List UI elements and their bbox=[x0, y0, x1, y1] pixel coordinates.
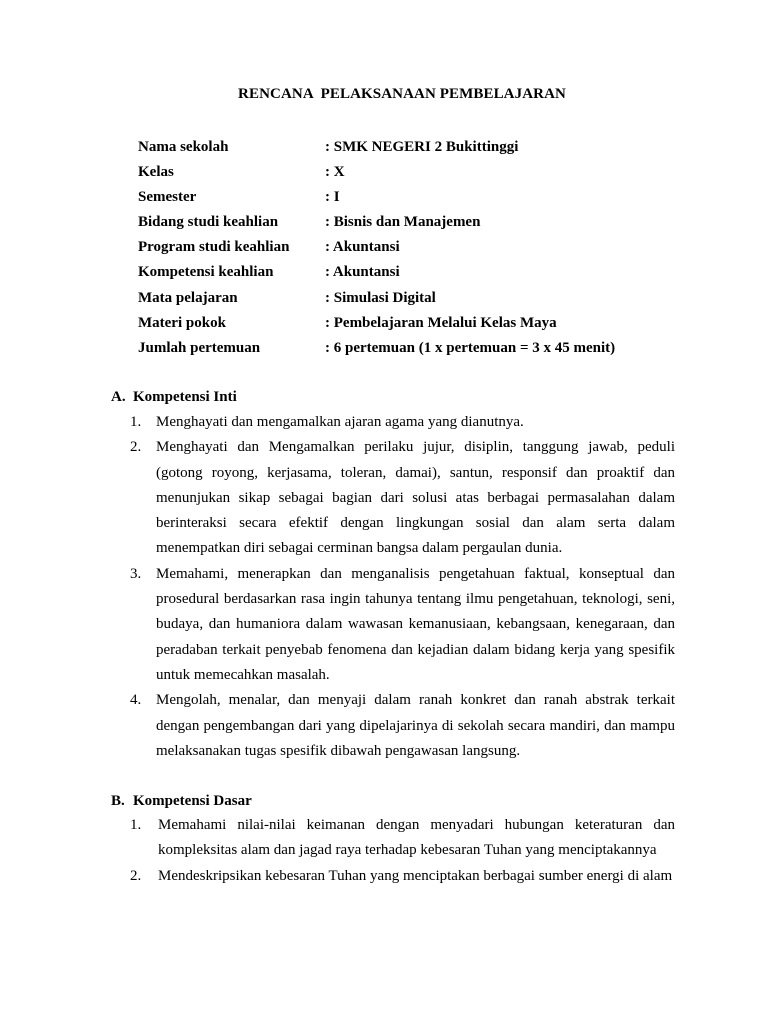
info-value: : 6 pertemuan (1 x pertemuan = 3 x 45 menit) bbox=[325, 339, 616, 356]
core-competence-list bbox=[130, 410, 675, 764]
section-title: Kompetensi Dasar bbox=[133, 793, 252, 809]
list-text: Memahami nilai-nilai keimanan dengan menyadari hubungan keteraturan dan kompleksitas alam dan jagad raya terhadap kebesaran Tuhan yang menciptakannya bbox=[158, 817, 675, 859]
list-number: 2. bbox=[130, 867, 142, 884]
info-value: : Bisnis dan Manajemen bbox=[325, 214, 481, 231]
section-letter: A. bbox=[111, 389, 126, 405]
list-text: Mendeskripsikan kebesaran Tuhan yang menciptakan berbagai sumber energi di alam bbox=[158, 867, 673, 884]
list-item bbox=[130, 410, 675, 435]
info-value: : Akuntansi bbox=[325, 239, 400, 256]
list-item bbox=[130, 562, 675, 688]
list-item bbox=[130, 864, 675, 889]
info-row-semester bbox=[138, 187, 615, 212]
list-number: 1. bbox=[130, 817, 142, 833]
info-label: Jumlah pertemuan bbox=[138, 339, 261, 356]
info-label: Program studi keahlian bbox=[138, 239, 290, 256]
section-title: Kompetensi Inti bbox=[133, 389, 237, 405]
info-row-school-name bbox=[138, 137, 615, 162]
list-number: 1. bbox=[130, 414, 142, 430]
list-text: Menghayati dan mengamalkan ajaran agama yang dianutnya. bbox=[156, 414, 524, 430]
section-heading-basic-competence bbox=[111, 791, 252, 811]
list-number: 4. bbox=[130, 692, 142, 709]
info-row-main-material bbox=[138, 313, 615, 338]
list-text: Mengolah, menalar, dan menyaji dalam ranah konkret dan ranah abstrak terkait dengan pengembangan dari yang dipelajarinya di sekolah secara mandiri, dan mampu melaksanakan tugas spesifik dibawah pengawasan langsung. bbox=[156, 692, 675, 759]
info-value: : Simulasi Digital bbox=[325, 289, 436, 306]
info-row-class bbox=[138, 162, 615, 187]
info-row-competency bbox=[138, 262, 615, 287]
info-label: Materi pokok bbox=[138, 314, 226, 331]
list-number: 3. bbox=[130, 565, 142, 582]
section-heading-core-competence bbox=[111, 387, 237, 407]
info-label: Mata pelajaran bbox=[138, 289, 238, 306]
info-row-subject bbox=[138, 288, 615, 313]
info-value: : Akuntansi bbox=[325, 264, 400, 281]
info-value: : Pembelajaran Melalui Kelas Maya bbox=[325, 314, 557, 331]
school-info-table bbox=[138, 137, 615, 363]
list-text: Menghayati dan Mengamalkan perilaku jujur, disiplin, tanggung jawab, peduli (gotong royong, kerjasama, toleran, damai), santun, responsif dan proaktif dan menunjukan sikap sebagai bagian dari solusi atas berbagai permasalahan dalam berinteraksi secara efektif dengan lingkungan sosial dan alam serta dalam menempatkan diri sebagai cerminan bangsa dalam pergaulan dunia. bbox=[156, 439, 675, 557]
info-value: : X bbox=[325, 164, 345, 181]
section-letter: B. bbox=[111, 793, 125, 809]
list-number: 2. bbox=[130, 439, 142, 456]
document-title: RENCANA PELAKSANAAN PEMBELAJARAN bbox=[238, 86, 566, 102]
list-item bbox=[130, 688, 675, 764]
info-value: : SMK NEGERI 2 Bukittinggi bbox=[325, 139, 519, 155]
list-item bbox=[130, 813, 675, 864]
list-text: Memahami, menerapkan dan menganalisis pengetahuan faktual, konseptual dan prosedural berdasarkan rasa ingin tahunya tentang ilmu pengetahuan, teknologi, seni, budaya, dan humaniora dalam wawasan kemanusiaan, kebangsaan, kenegaraan, dan peradaban terkait penyebab fenomena dan kejadian dalam bidang kerja yang spesifik untuk memecahkan masalah. bbox=[156, 565, 675, 683]
info-label: Bidang studi keahlian bbox=[138, 214, 279, 231]
info-label: Kelas bbox=[138, 164, 174, 181]
info-label: Semester bbox=[138, 189, 197, 206]
info-row-field-of-study bbox=[138, 212, 615, 237]
info-label: Kompetensi keahlian bbox=[138, 264, 274, 281]
info-row-study-program bbox=[138, 237, 615, 262]
info-value: : I bbox=[325, 189, 340, 206]
info-row-meetings bbox=[138, 338, 615, 363]
info-label: Nama sekolah bbox=[138, 139, 229, 155]
basic-competence-list bbox=[130, 813, 675, 889]
list-item bbox=[130, 435, 675, 561]
